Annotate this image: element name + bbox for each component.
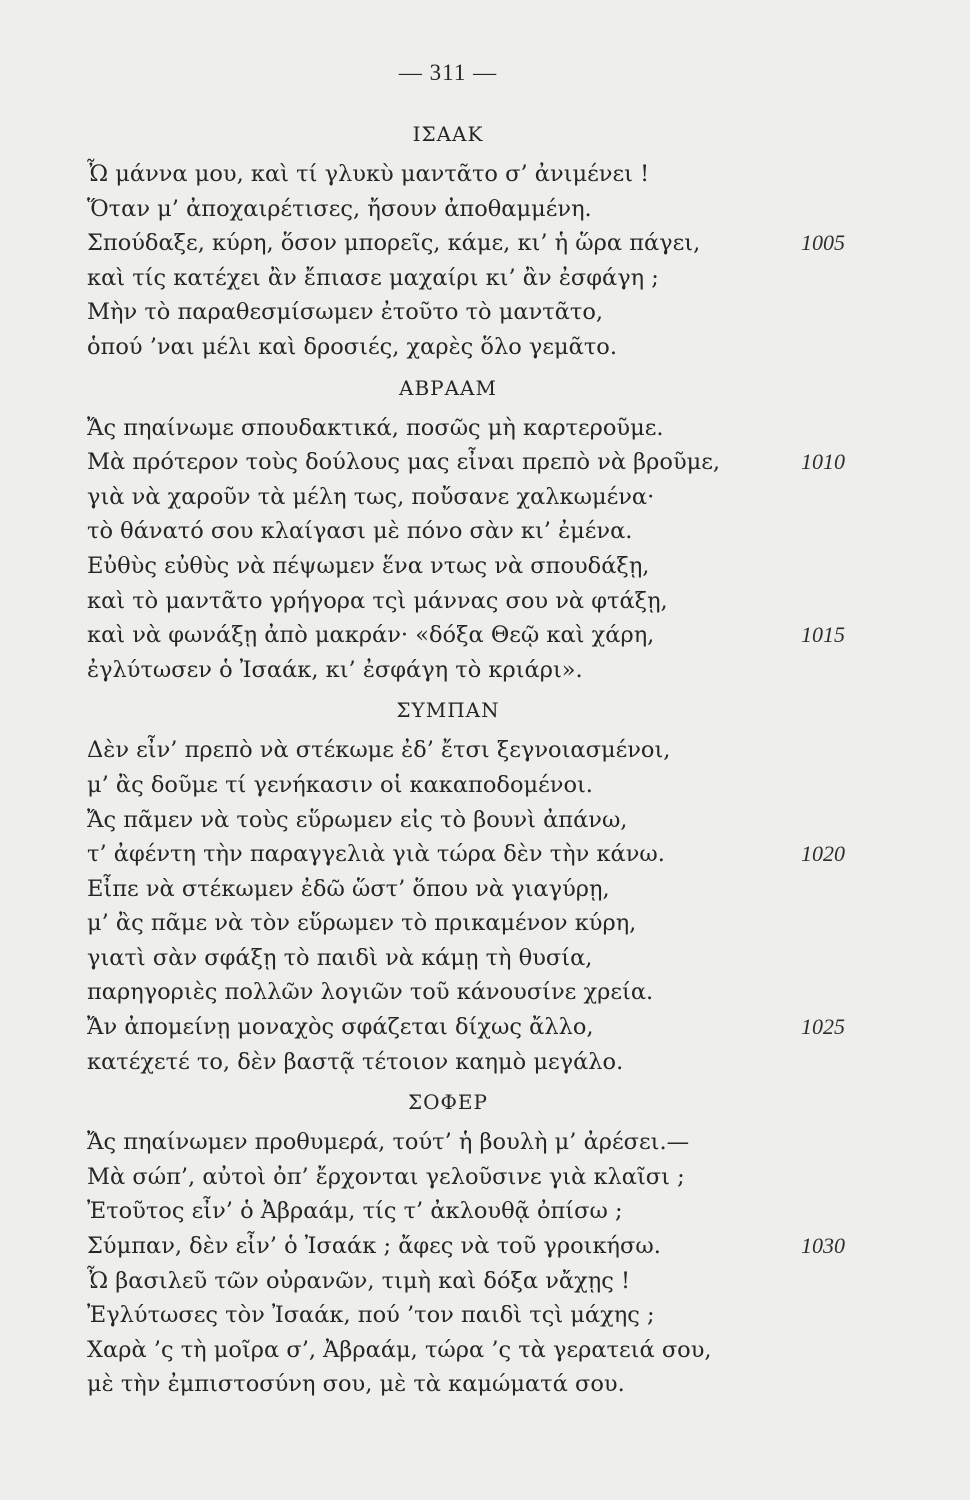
verse-text: Ἄν ἀπομείνῃ μοναχὸς σφάζεται δίχως ἄλλο, (87, 1014, 594, 1041)
speech-sympan (0, 693, 970, 1079)
verse-line (0, 1194, 970, 1229)
verse-text: Μὰ σώπ’, αὐτοὶ ὀπ’ ἔρχονται γελοῦσινε γιὰ κλαῖσι ; (87, 1163, 685, 1190)
verse-text: γιατὶ σὰν σφάξῃ τὸ παιδὶ νὰ κάμῃ τὴ θυσία, (87, 944, 593, 971)
verse-line (0, 192, 970, 227)
line-number: 1010 (801, 449, 845, 475)
verse-line (0, 1125, 970, 1160)
verse-text: παρηγοριὲς πολλῶν λογιῶν τοῦ κάνουσίνε χρεία. (87, 979, 654, 1006)
speaker-name: ΑΒΡΑΑΜ (399, 375, 497, 400)
verse-text: γιὰ νὰ χαροῦν τὰ μέλη τως, ποὔσανε χαλκωμένα· (87, 483, 655, 510)
verse-line (0, 1160, 970, 1195)
verse-text: ἐγλύτωσεν ὁ Ἰσαάκ, κι’ ἐσφάγη τὸ κριάρι». (87, 656, 583, 683)
verse-line (0, 549, 970, 584)
verse-line (0, 653, 970, 688)
verse-line (0, 941, 970, 976)
line-number: 1015 (801, 622, 845, 648)
speaker-name: ΣΥΜΠΑΝ (396, 698, 500, 723)
verse-text: Ἄς πηαίνωμε σπουδακτικά, ποσῶς μὴ καρτεροῦμε. (87, 414, 664, 441)
verse-text: Μὴν τὸ παραθεσμίσωμεν ἐτοῦτο τὸ μαντᾶτο, (87, 299, 604, 326)
verse-line (0, 975, 970, 1010)
verse-text: Δὲν εἶν’ πρεπὸ νὰ στέκωμε ἐδ’ ἔτσι ξεγνοιασμένοι, (87, 737, 671, 764)
verse-line (0, 1045, 970, 1080)
speaker-name: ΣΟΦΕΡ (408, 1090, 488, 1115)
verse-line (0, 445, 970, 480)
verse-line (0, 330, 970, 365)
speech-isaak (0, 117, 970, 365)
verse-line (0, 803, 970, 838)
verse-line (0, 584, 970, 619)
verse-text: τ’ ἀφέντη τὴν παραγγελιὰ γιὰ τώρα δὲν τὴν κάνω. (87, 841, 665, 868)
verse-text: μὲ τὴν ἐμπιστοσύνη σου, μὲ τὰ καμώματά σου. (87, 1371, 625, 1398)
line-number: 1030 (801, 1233, 845, 1259)
verse-text: καὶ τὸ μαντᾶτο γρήγορα τςὶ μάννας σου νὰ φτάξῃ, (87, 587, 668, 614)
play-text (0, 117, 970, 1402)
verse-text: ὁπού ’ναι μέλι καὶ δροσιές, χαρὲς ὅλο γεμᾶτο. (87, 333, 617, 360)
verse-text: Σπούδαξε, κύρη, ὅσον μπορεῖς, κάμε, κι’ ἡ ὥρα πάγει, (87, 230, 701, 257)
verse-line (0, 618, 970, 653)
verse-line (0, 1367, 970, 1402)
verse-text: Ἐτοῦτος εἶν’ ὁ Ἀβραάμ, τίς τ’ ἀκλουθᾷ ὀπίσω ; (87, 1198, 623, 1225)
speaker-name: ΙΣΑΑΚ (412, 122, 484, 146)
line-number: 1020 (801, 841, 845, 867)
verse-text: καὶ νὰ φωνάξῃ ἀπὸ μακράν· «δόξα Θεῷ καὶ χάρη, (87, 622, 655, 649)
verse-line (0, 411, 970, 446)
verse-line (0, 733, 970, 768)
verse-text: Ἐγλύτωσες τὸν Ἰσαάκ, πού ’τον παιδὶ τςὶ μάχης ; (87, 1302, 655, 1329)
verse-line (0, 837, 970, 872)
verse-line (0, 261, 970, 296)
verse-text: Ἄς πηαίνωμεν προθυμερά, τούτ’ ἡ βουλὴ μ’ ἀρέσει.— (87, 1129, 690, 1156)
verse-line (0, 226, 970, 261)
verse-text: Ὦ μάννα μου, καὶ τί γλυκὺ μαντᾶτο σ’ ἀνιμένει ! (87, 161, 650, 187)
verse-line (0, 295, 970, 330)
verse-line (0, 1333, 970, 1368)
verse-text: Εὐθὺς εὐθὺς νὰ πέψωμεν ἕνα ντως νὰ σπουδάξῃ, (87, 552, 650, 579)
verse-text: Ὦ βασιλεῦ τῶν οὐρανῶν, τιμὴ καὶ δόξα νἄχῃς ! (87, 1267, 631, 1294)
verse-text: Σύμπαν, δὲν εἶν’ ὁ Ἰσαάκ ; ἄφες νὰ τοῦ γροικήσω. (87, 1233, 661, 1260)
verse-text: μ’ ἂς δοῦμε τί γενήκασιν οἱ κακαποδομένοι. (87, 771, 593, 798)
line-number: 1005 (801, 230, 845, 256)
speech-abraam (0, 371, 970, 688)
verse-line (0, 157, 970, 192)
verse-line (0, 480, 970, 515)
verse-text: καὶ τίς κατέχει ἂν ἔπιασε μαχαίρι κι’ ἂν ἐσφάγη ; (87, 264, 659, 291)
verse-text: τὸ θάνατό σου κλαίγασι μὲ πόνο σὰν κι’ ἐμένα. (87, 518, 633, 545)
speech-sofer (0, 1085, 970, 1402)
verse-line (0, 1264, 970, 1299)
verse-text: Ἄς πᾶμεν νὰ τοὺς εὕρωμεν εἰς τὸ βουνὶ ἀπάνω, (87, 806, 628, 833)
verse-text: μ’ ἂς πᾶμε νὰ τὸν εὕρωμεν τὸ πρικαμένον κύρη, (87, 910, 637, 937)
verse-text: κατέχετέ το, δὲν βαστᾷ τέτοιον καημὸ μεγάλο. (87, 1048, 624, 1075)
line-number: 1025 (801, 1014, 845, 1040)
verse-line (0, 514, 970, 549)
verse-line (0, 1010, 970, 1045)
verse-line (0, 872, 970, 907)
verse-text: Ὅταν μ’ ἀποχαιρέτισες, ἤσουν ἀποθαμμένη. (87, 195, 592, 222)
verse-line (0, 906, 970, 941)
verse-text: Εἶπε νὰ στέκωμεν ἐδῶ ὥστ’ ὅπου νὰ γιαγύρῃ, (87, 875, 610, 902)
verse-text: Μὰ πρότερον τοὺς δούλους μας εἶναι πρεπὸ νὰ βροῦμε, (87, 449, 721, 476)
verse-text: Χαρὰ ’ς τὴ μοῖρα σ’, Ἀβραάμ, τώρα ’ς τὰ γερατειά σου, (87, 1336, 712, 1363)
verse-line (0, 768, 970, 803)
page-number: — 311 — (398, 60, 498, 85)
verse-line (0, 1229, 970, 1264)
verse-line (0, 1298, 970, 1333)
